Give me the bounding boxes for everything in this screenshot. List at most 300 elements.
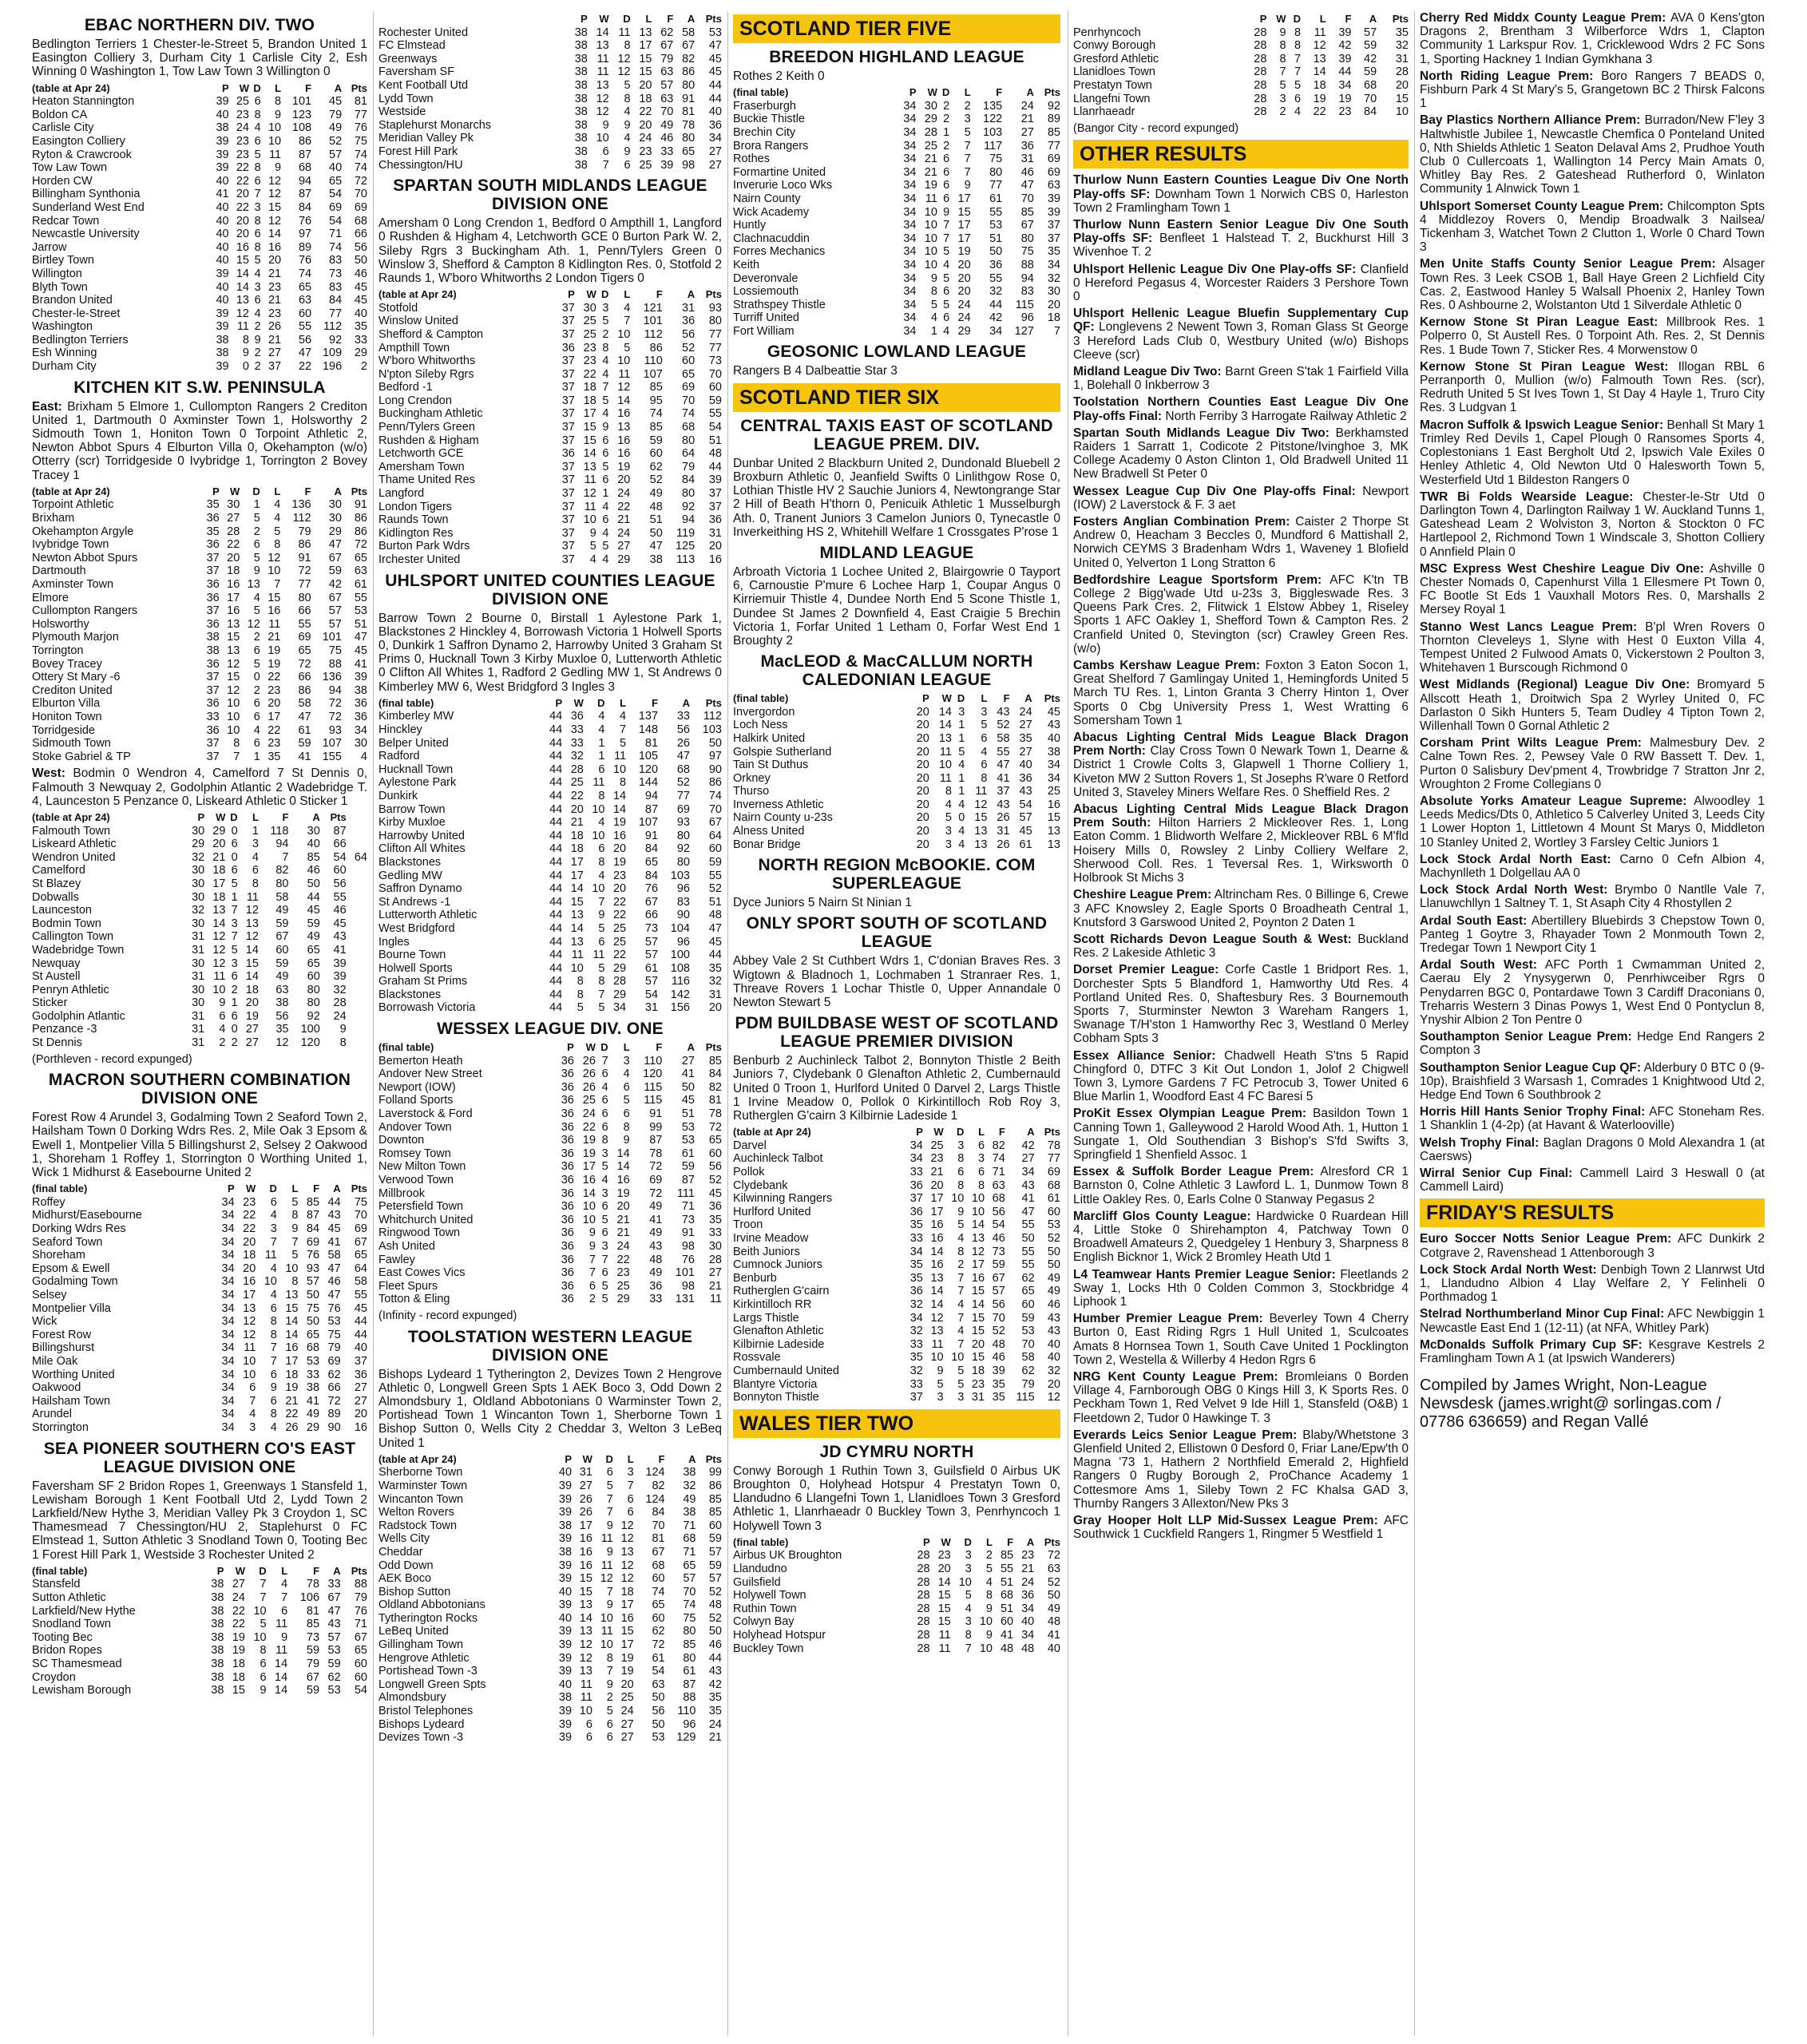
table-cell: 50 xyxy=(681,1080,695,1094)
table-cell: 86 xyxy=(298,683,311,697)
results-item xyxy=(1420,1263,1765,1305)
table-cell: 25 xyxy=(582,1094,596,1107)
results-text xyxy=(32,766,367,808)
table-cell: 20 xyxy=(916,731,929,745)
table-cell: 84 xyxy=(652,1506,665,1519)
league-table xyxy=(378,13,722,172)
table-cell: 33 xyxy=(909,1337,923,1351)
table-cell: 10 xyxy=(267,134,282,148)
table-cell: 0 xyxy=(253,671,260,684)
table-cell: 6 xyxy=(601,1120,608,1134)
table-cell: 14 xyxy=(612,802,627,816)
table-cell: 21 xyxy=(267,267,282,280)
table-cell: 7 xyxy=(624,315,631,328)
team-name: Larkfield/New Hythe xyxy=(32,1604,136,1618)
table-cell: 52 xyxy=(649,473,663,487)
table-cell: 45 xyxy=(354,644,367,658)
table-row xyxy=(32,1289,367,1302)
table-cell: 40 xyxy=(216,108,229,121)
table-cell: 8 xyxy=(623,1120,630,1134)
table-cell: 22 xyxy=(232,1604,245,1618)
results-body: Burradon/New F'ley 3 Haltwhistle Jubilee 1, Newcastle Chemfica 0 Ponteland United 0, Nth Shields Athletic 1 Seaton Delaval Ams 2, Prudhoe Youth Club 0 Cullercoats 1, Wallington 14 Percy Main Amats 0, Whitley Bay Res. 2 Gateshead Rutherford 0, Winlaton Community 1 Alnwick Town 1 xyxy=(1420,113,1765,196)
table-cell: 65 xyxy=(298,644,311,658)
table-cell: 40 xyxy=(307,838,320,851)
table-cell: 5 xyxy=(602,394,609,407)
team-name: Long Crendon xyxy=(378,394,452,407)
results-body: Abbey Vale 2 St Cuthbert Wdrs 1, C'donian Braves Res. 3 Wigtown & Bladnoch 1, Lochmaben 1 Stranraer Res. 1, Threave Rovers 1 Lochar Thistle 0, Upper Annandale 0 Newton Stewart 5 xyxy=(733,954,1060,1010)
table-cell: 32 xyxy=(909,1298,923,1311)
table-cell: 53 xyxy=(306,1354,320,1368)
table-cell: 87 xyxy=(298,148,312,161)
table-cell: 37 xyxy=(206,604,220,618)
table-cell: 11 xyxy=(709,1293,722,1306)
table-cell: 4 xyxy=(602,553,609,567)
table-cell: 124 xyxy=(645,1492,665,1506)
team-name: Langford xyxy=(378,487,425,501)
table-cell: 55 xyxy=(1021,1245,1035,1258)
table-row xyxy=(378,1546,722,1559)
table-column-header: F xyxy=(313,1182,320,1195)
table-cell: 13 xyxy=(579,1625,592,1638)
team-name: W'boro Whitworths xyxy=(378,355,476,368)
table-cell: 8 xyxy=(957,1152,965,1166)
table-header-row xyxy=(32,82,367,96)
table-cell: 38 xyxy=(574,52,588,65)
table-row xyxy=(733,838,1060,852)
table-cell: 20 xyxy=(916,785,929,798)
table-cell: 4 xyxy=(274,498,281,512)
table-cell: 6 xyxy=(602,145,609,158)
table-cell: 18 xyxy=(232,1657,245,1670)
table-cell: 4 xyxy=(219,1023,226,1036)
table-cell: 49 xyxy=(306,1408,320,1421)
table-cell: 87 xyxy=(644,802,659,816)
team-name: Raunds Town xyxy=(378,513,449,527)
table-cell: 56 xyxy=(676,723,690,737)
table-cell: 23 xyxy=(1338,105,1352,119)
table-cell: 36 xyxy=(561,1200,574,1214)
table-cell: 7 xyxy=(943,219,950,232)
table-cell: 25 xyxy=(924,139,937,153)
table-cell: 59 xyxy=(275,917,289,930)
table-row xyxy=(733,746,1060,759)
table-cell: 10 xyxy=(924,219,937,232)
table-cell: 36 xyxy=(206,591,220,604)
team-name: Liskeard Athletic xyxy=(32,838,117,851)
league-section xyxy=(32,16,367,374)
table-cell: 69 xyxy=(1047,1166,1060,1179)
table-row xyxy=(378,803,722,817)
table-cell: 51 xyxy=(708,895,722,909)
team-name: Andover New Street xyxy=(378,1068,482,1081)
table-cell: 11 xyxy=(580,1691,592,1705)
results-item xyxy=(1420,562,1765,617)
table-cell: 8 xyxy=(270,1315,277,1329)
table-cell: 16 xyxy=(267,240,282,254)
table-row xyxy=(378,394,722,408)
table-row xyxy=(733,272,1060,286)
team-name: Fort William xyxy=(733,324,795,338)
table-cell: 14 xyxy=(267,228,282,241)
table-row xyxy=(378,159,722,172)
table-cell: 16 xyxy=(930,1258,944,1272)
table-cell: 9 xyxy=(602,118,609,132)
results-item xyxy=(1420,1338,1765,1365)
table-cell: 68 xyxy=(1047,1178,1060,1192)
table-cell: 11 xyxy=(213,970,226,984)
table-cell: 79 xyxy=(306,1657,320,1670)
results-body: Foxton 3 Eaton Socon 1, Great Shelford 7 Gamlingay United 1, Hemingfords United 5 March TU Res. 1, Linton Granta 3 Cherry Hinton 1, Over Sports 0 Cbg University Press 1, West Wratting 6 Somersham Town 1 xyxy=(1073,659,1409,727)
table-cell: 18 xyxy=(232,1670,245,1684)
table-cell: 24 xyxy=(1019,705,1032,719)
team-name: Bishop Sutton xyxy=(378,1585,451,1598)
table-cell: 25 xyxy=(583,327,596,341)
team-name: Beith Juniors xyxy=(733,1245,800,1258)
table-cell: 57 xyxy=(328,604,342,618)
table-cell: 15 xyxy=(232,1684,245,1697)
table-cell: 39 xyxy=(216,148,229,161)
team-name: Radstock Town xyxy=(378,1519,458,1532)
table-cell: 14 xyxy=(285,1315,299,1329)
table-cell: 40 xyxy=(216,228,229,241)
league-section xyxy=(733,544,1060,648)
league-table xyxy=(733,692,1060,851)
team-name: Elmore xyxy=(32,591,69,604)
table-cell: 30 xyxy=(192,957,205,970)
table-cell: 55 xyxy=(333,890,347,904)
results-item xyxy=(1073,1165,1409,1206)
table-column-header: D xyxy=(964,1535,972,1548)
table-cell: 26 xyxy=(676,736,690,750)
table-cell: 53 xyxy=(1047,1218,1060,1232)
results-body: Chadwell Heath S'tns 5 Rapid Chingford 0, DTFC 3 Kit Out London 1, Jolof 2 Chigwell Town 3, Lymore Gardens 7 FC Petrocub 3, Tower United 6 Blue Marlin 1, Woodford East 4 FC Baresi 5 xyxy=(1073,1048,1409,1104)
table-cell: 10 xyxy=(570,961,584,975)
table-cell: 12 xyxy=(620,1532,634,1546)
table-cell: 19 xyxy=(267,657,281,671)
table-cell: 18 xyxy=(227,564,240,578)
table-cell: 48 xyxy=(1021,1642,1035,1655)
results-body: Bishops Lydeard 1 Tytherington 2, Devizes Town 2 Hengrove Athletic 0, Longwell Green Spts 1 AEK Boco 3, Odd Down 2 Almondsbury 1, Oldland Abbotonians 0 Warminster Town 2, Portishead Town 1 Wincanton Town 1, Sherborne Town 1 Bishop Sutton 0, Wells City 2 Cheddar 3, Welton 3 LeBeq United 1 xyxy=(378,1367,722,1450)
table-cell: 6 xyxy=(977,1166,985,1179)
table-cell: 103 xyxy=(702,723,722,737)
team-name: Dobwalls xyxy=(32,890,79,904)
league-heading: MacLEOD & MacCALLUM NORTH CALEDONIAN LEAGUE xyxy=(760,652,1033,690)
table-cell: 61 xyxy=(354,578,367,592)
team-name: Newcastle University xyxy=(32,228,140,241)
table-cell: 6 xyxy=(977,1139,985,1152)
results-body: North Ferriby 3 Harrogate Railway Athletic 2 xyxy=(1165,409,1407,423)
table-cell: 30 xyxy=(192,890,205,904)
table-cell: 6 xyxy=(601,1107,608,1121)
table-row xyxy=(378,26,722,40)
table-row xyxy=(378,1572,722,1586)
competition-name: Midland League Div Two: xyxy=(1073,364,1222,378)
table-cell: 44 xyxy=(549,909,563,922)
table-cell: 15 xyxy=(971,1325,985,1338)
results-body: Abertillery Bluebirds 3 Chepstow Town 0, Panteg 1 Goytre 3, Rhayader Town 2 Monmouth Town 2, Tredegar Town 1 Newport City 1 xyxy=(1420,913,1765,955)
table-cell: 20 xyxy=(227,551,240,564)
results-text xyxy=(32,1111,367,1179)
table-cell: 11 xyxy=(275,1618,288,1631)
table-row xyxy=(1073,65,1409,79)
table-cell: 6 xyxy=(585,1717,592,1731)
table-column-header: F xyxy=(656,288,663,301)
table-cell: 6 xyxy=(253,697,260,711)
table-cell: 73 xyxy=(644,921,659,935)
table-cell: 27 xyxy=(708,145,722,158)
table-cell: 52 xyxy=(1047,1575,1060,1589)
results-body: Benburb 2 Auchinleck Talbot 2, Bonnyton Thistle 2 Beith Juniors 7, Clydebank 0 Glenafton Athletic 2, Cumbernauld United 0 Troon 1, Hurlford United 0 Darvel 2, Largs Thistle 1 Irvine Meadow 0, Pollok 0 Kirkintilloch Rob Roy 3, Rutherglen G'cairn 3 Kilbirnie Ladeside 1 xyxy=(733,1054,1060,1123)
table-cell: 37 xyxy=(206,750,220,763)
table-cell: 35 xyxy=(206,525,220,538)
table-cell: 16 xyxy=(1047,798,1060,811)
table-cell: 100 xyxy=(300,1023,320,1036)
table-cell: 12 xyxy=(617,52,631,65)
table-cell: 74 xyxy=(682,407,695,421)
table-cell: 42 xyxy=(989,311,1003,325)
table-cell: 40 xyxy=(558,1678,573,1691)
table-cell: 21 xyxy=(924,165,937,179)
table-cell: 37 xyxy=(561,315,575,328)
table-cell: 80 xyxy=(682,132,695,145)
table-cell: 2 xyxy=(943,139,950,153)
table-column-header: D xyxy=(230,810,238,823)
table-cell: 77 xyxy=(989,179,1003,192)
table-cell: 56 xyxy=(354,240,367,254)
table-cell: 78 xyxy=(1047,1139,1060,1152)
table-row xyxy=(32,592,367,605)
table-label: (final table) xyxy=(378,696,434,709)
league-heading: PDM BUILDBASE WEST OF SCOTLAND LEAGUE PREMIER DIVISION xyxy=(735,1014,1059,1052)
table-cell: 44 xyxy=(354,1315,367,1329)
table-cell: 10 xyxy=(930,1351,944,1365)
table-row xyxy=(32,188,367,201)
table-cell: 44 xyxy=(549,763,563,776)
table-cell: 94 xyxy=(644,789,659,802)
table-cell: 10 xyxy=(583,513,596,527)
table-cell: 1 xyxy=(602,487,609,501)
table-cell: 4 xyxy=(589,553,596,567)
table-cell: 19 xyxy=(924,179,937,192)
table-row xyxy=(32,917,367,931)
competition-name: MSC Express West Cheshire League Div One: xyxy=(1420,561,1704,576)
table-cell: 38 xyxy=(216,347,229,360)
table-cell: 36 xyxy=(561,447,575,461)
table-cell: 61 xyxy=(1019,838,1032,851)
table-cell: 16 xyxy=(579,1559,592,1572)
table-cell: 60 xyxy=(652,1611,665,1625)
table-cell: 23 xyxy=(243,1195,256,1209)
league-section xyxy=(733,417,1060,539)
team-name: Tain St Duthus xyxy=(733,759,809,772)
table-cell: 79 xyxy=(660,52,674,65)
table-row xyxy=(378,1107,722,1121)
table-cell: 23 xyxy=(583,341,596,355)
table-cell: 36 xyxy=(1021,1589,1035,1602)
table-row xyxy=(378,1480,722,1493)
league-section xyxy=(378,1328,722,1745)
table-cell: 98 xyxy=(681,1239,695,1253)
table-cell: 9 xyxy=(606,1598,613,1612)
table-cell: 15 xyxy=(639,52,652,65)
table-cell: 48 xyxy=(1000,1642,1014,1655)
table-cell: 14 xyxy=(938,719,952,732)
team-name: N'pton Sileby Rgrs xyxy=(378,367,474,381)
table-row xyxy=(378,1532,722,1546)
table-cell: 44 xyxy=(354,1328,367,1341)
table-column-header: D xyxy=(269,1182,277,1195)
table-cell: 45 xyxy=(708,52,722,65)
table-cell: 115 xyxy=(1015,298,1034,311)
table-cell: 57 xyxy=(644,975,659,988)
table-cell: 12 xyxy=(579,1651,592,1665)
team-name: Washington xyxy=(32,320,93,334)
table-cell: 38 xyxy=(574,145,588,158)
table-cell: 43 xyxy=(1019,785,1032,798)
team-name: Gedling MW xyxy=(378,869,442,882)
table-cell: 5 xyxy=(231,943,238,957)
results-item xyxy=(1420,1061,1765,1103)
table-cell: 57 xyxy=(329,148,343,161)
table-cell: 9 xyxy=(291,1222,299,1236)
table-cell: 46 xyxy=(660,132,674,145)
table-cell: 16 xyxy=(617,407,631,421)
table-column-header: F xyxy=(304,485,311,497)
table-cell: 37 xyxy=(561,381,575,394)
table-cell: 39 xyxy=(558,1598,573,1612)
table-cell: 42 xyxy=(1338,39,1352,53)
table-cell: 6 xyxy=(1294,92,1302,105)
table-cell: 22 xyxy=(236,200,249,214)
table-cell: 94 xyxy=(1020,271,1034,285)
table-cell: 13 xyxy=(583,460,596,473)
table-row xyxy=(32,1236,367,1250)
table-cell: 52 xyxy=(997,719,1010,732)
table-cell: 6 xyxy=(253,644,260,658)
team-name: Welton Rovers xyxy=(378,1506,454,1519)
table-cell: 20 xyxy=(916,825,929,838)
table-cell: 35 xyxy=(1047,245,1060,259)
table-row xyxy=(378,1652,722,1666)
results-item xyxy=(1073,933,1409,960)
column-divider xyxy=(1414,11,1415,2036)
table-cell: 34 xyxy=(1021,1166,1035,1179)
competition-name: Ardal South West: xyxy=(1420,958,1537,972)
table-column-header: Pts xyxy=(705,288,722,301)
table-cell: 2 xyxy=(254,320,261,334)
team-name: Bodmin Town xyxy=(32,917,101,930)
table-cell: 4 xyxy=(274,512,281,525)
table-cell: 65 xyxy=(682,145,695,158)
table-cell: 5 xyxy=(253,512,260,525)
table-cell: 5 xyxy=(601,1160,608,1174)
table-cell: 57 xyxy=(992,1285,1005,1298)
table-row xyxy=(32,984,367,997)
team-name: Winslow United xyxy=(378,315,458,328)
table-cell: 16 xyxy=(354,1420,367,1434)
table-cell: 6 xyxy=(627,1506,634,1519)
table-cell: 9 xyxy=(606,1545,613,1559)
team-name: Dunkirk xyxy=(378,789,418,802)
table-cell: 6 xyxy=(606,1731,613,1745)
table-cell: 6 xyxy=(249,1381,256,1395)
table-cell: 7 xyxy=(957,1311,965,1325)
table-cell: 14 xyxy=(617,394,631,407)
results-text xyxy=(378,1368,722,1450)
table-cell: 3 xyxy=(254,280,261,294)
table-cell: 15 xyxy=(285,1301,299,1315)
competition-name: Lock Stock Ardal North East: xyxy=(1420,852,1611,866)
table-cell: 39 xyxy=(354,671,367,684)
table-cell: 92 xyxy=(329,333,343,347)
table-row xyxy=(378,421,722,434)
table-cell: 37 xyxy=(909,1391,923,1404)
table-cell: 78 xyxy=(649,1147,663,1160)
results-body: Boro Rangers 7 BEADS 0, Fishburn Park 4 St Mary's 5, Grangetown BC 2 Thirsk Falcons 1 xyxy=(1420,69,1765,111)
table-cell: 5 xyxy=(624,78,631,92)
table-cell: 8 xyxy=(339,1036,347,1050)
table-cell: 18 xyxy=(1313,78,1326,92)
table-row xyxy=(733,113,1060,126)
table-column-header: P xyxy=(212,485,220,497)
table-cell: 31 xyxy=(708,526,722,540)
table-cell: 59 xyxy=(1364,39,1377,53)
table-header-row xyxy=(378,697,722,711)
table-cell: 87 xyxy=(683,1678,696,1691)
table-cell: 1 xyxy=(930,324,937,338)
team-name: Chessington/HU xyxy=(378,158,463,172)
table-cell: 54 xyxy=(354,1684,367,1697)
team-name: Lydd Town xyxy=(378,92,434,105)
table-row xyxy=(32,512,367,525)
table-cell: 41 xyxy=(306,1394,320,1408)
table-cell: 70 xyxy=(1020,192,1034,205)
team-name: Bemerton Heath xyxy=(378,1054,463,1068)
table-cell: 144 xyxy=(638,776,659,790)
table-cell: 8 xyxy=(598,975,605,988)
league-section xyxy=(733,856,1060,909)
table-cell: 7 xyxy=(291,1235,299,1249)
table-cell: 37 xyxy=(561,421,575,434)
table-cell: 43 xyxy=(1047,1311,1060,1325)
competition-name: Uhlsport Hellenic League Bluefin Supplementary Cup QF: xyxy=(1073,307,1409,335)
table-cell: 0 xyxy=(231,824,238,838)
table-cell: 131 xyxy=(675,1293,695,1306)
table-cell: 11 xyxy=(939,771,952,785)
table-row xyxy=(32,1644,367,1658)
table-cell: 4 xyxy=(602,407,609,421)
table-cell: 13 xyxy=(971,1232,985,1246)
table-cell: 92 xyxy=(1047,99,1060,113)
table-row xyxy=(378,1266,722,1280)
team-name: Holwell Sports xyxy=(378,961,453,975)
table-cell: 68 xyxy=(1364,78,1377,92)
table-cell: 27 xyxy=(1020,125,1034,139)
table-cell: 76 xyxy=(644,882,659,896)
table-cell: 12 xyxy=(620,1572,634,1586)
competition-name: Wirral Senior Cup Final: xyxy=(1420,1167,1573,1181)
table-cell: 17 xyxy=(570,855,584,869)
table-cell: 65 xyxy=(652,1598,665,1612)
results-item xyxy=(1420,620,1765,675)
table-cell: 47 xyxy=(327,1262,341,1275)
table-cell: 4 xyxy=(624,105,631,119)
table-cell: 22 xyxy=(243,1222,256,1236)
team-name: Golspie Sutherland xyxy=(733,745,832,759)
league-section xyxy=(733,48,1060,338)
table-cell: 86 xyxy=(354,525,367,538)
table-cell: 86 xyxy=(649,341,663,355)
